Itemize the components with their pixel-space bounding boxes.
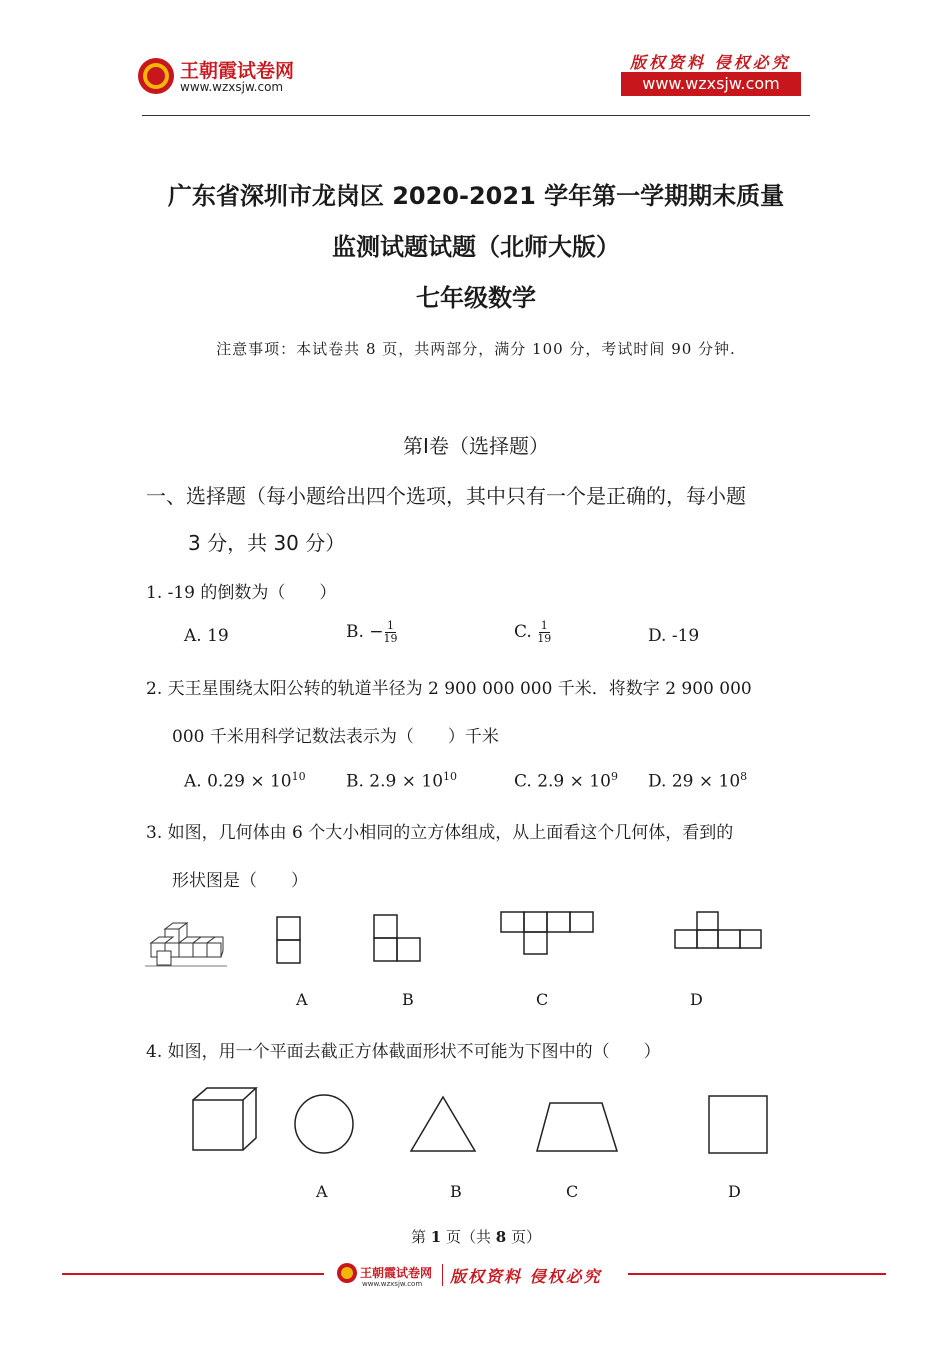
q3-stem-line2: 形状图是（ ） (172, 871, 308, 891)
q3-label-b: B (402, 990, 414, 1009)
q3-option-a-figure (276, 916, 302, 966)
copyright-text: 版权资料 侵权必究 (630, 53, 791, 72)
q4-option-a-circle (292, 1092, 356, 1156)
q1-stem: 1. -19 的倒数为（ ） (146, 583, 337, 603)
q3-stem-line1: 3. 如图，几何体由 6 个大小相同的立方体组成，从上面看这个几何体，看到的 (146, 823, 734, 843)
q4-label-d: D (728, 1182, 741, 1201)
logo-emblem (136, 56, 176, 96)
q2-option-c: C. $2.9 \times 10^9$ (514, 770, 618, 792)
q4-option-b-triangle (408, 1094, 478, 1154)
exam-title-line2: 监测试题试题（北师大版） (332, 233, 620, 261)
exam-title-line1: 广东省深圳市龙岗区 2020-2021 学年第一学期期末质量 (167, 182, 785, 210)
footer-logo-name: 王朝霞试卷网 (360, 1266, 433, 1280)
section-heading-line2: 3 分，共 30 分） (188, 531, 346, 555)
site-url-badge[interactable]: www.wzxsjw.com (621, 72, 801, 96)
q4-label-a: A (316, 1182, 328, 1201)
footer-logo-url[interactable]: www.wzxsjw.com (362, 1280, 423, 1288)
q3-option-d-figure (674, 911, 764, 951)
footer-line-right (628, 1273, 886, 1275)
q4-cube-figure (190, 1086, 260, 1154)
q4-option-c-trapezoid (534, 1100, 620, 1154)
q2-stem-line1: 2. 天王星围绕太阳公转的轨道半径为 2 900 000 000 千米．将数字 2 900 000 (146, 679, 752, 699)
header-divider (142, 115, 810, 116)
q2-option-a: A. $0.29 \times 10^{10}$ (184, 770, 306, 792)
q1-option-d: D. -19 (648, 626, 700, 646)
logo-name: 王朝霞试卷网 (180, 60, 295, 82)
q1-option-c: C. $\frac{1}{19}$ (514, 619, 552, 645)
q4-stem: 4. 如图，用一个平面去截正方体截面形状不可能为下图中的（ ） (146, 1042, 661, 1062)
q1-option-a: A. 19 (184, 626, 229, 646)
q3-label-a: A (296, 990, 308, 1009)
q2-option-d: D. $29 \times 10^8$ (648, 770, 748, 792)
exam-subject: 七年级数学 (416, 284, 536, 312)
q2-option-b: B. $2.9 \times 10^{10}$ (346, 770, 458, 792)
part-title: 第Ⅰ卷（选择题） (403, 434, 549, 458)
footer-line-left (62, 1273, 324, 1275)
q3-option-c-figure (500, 911, 596, 957)
q3-label-c: C (536, 990, 549, 1009)
q4-label-c: C (566, 1182, 579, 1201)
q2-stem-line2: 000 千米用科学记数法表示为（ ）千米 (172, 727, 499, 747)
q1-option-b: B. − $\frac{1}{19}$ (346, 619, 398, 645)
footer-separator (442, 1264, 443, 1286)
logo-url[interactable]: www.wzxsjw.com (180, 80, 284, 94)
q3-option-b-figure (373, 914, 423, 964)
q4-option-d-square (706, 1094, 770, 1156)
exam-notice: 注意事项：本试卷共 8 页，共两部分，满分 100 分，考试时间 90 分钟. (216, 340, 736, 358)
page-number: 第 1 页（共 8 页） (411, 1228, 541, 1246)
footer-copyright: 版权资料 侵权必究 (450, 1267, 602, 1286)
q3-label-d: D (690, 990, 703, 1009)
q4-label-b: B (450, 1182, 462, 1201)
section-heading-line1: 一、选择题（每小题给出四个选项，其中只有一个是正确的，每小题 (146, 484, 746, 508)
footer-logo-emblem (336, 1262, 358, 1284)
q3-solid-figure (143, 913, 231, 971)
